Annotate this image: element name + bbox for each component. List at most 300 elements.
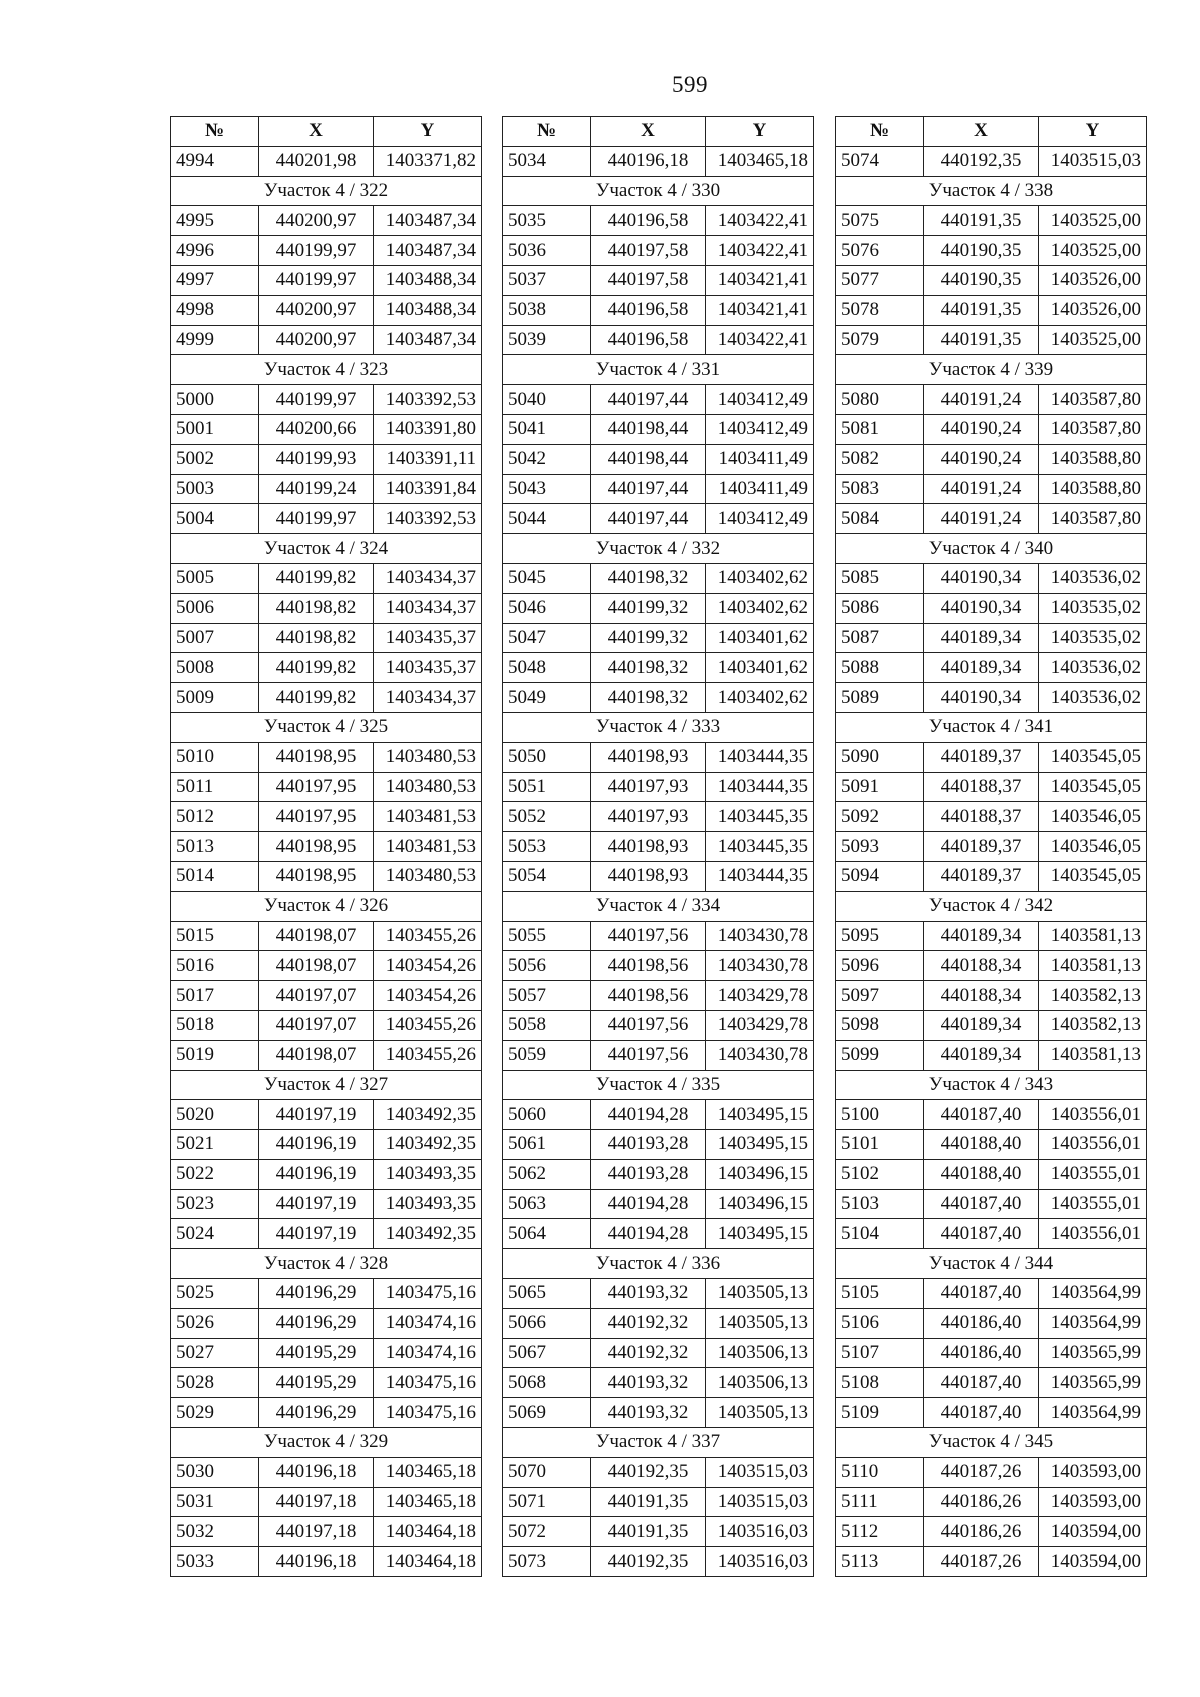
y-coordinate-cell: 1403555,01 <box>1039 1159 1147 1189</box>
section-label: Участок 4 / 334 <box>503 891 814 921</box>
table-row <box>503 832 814 862</box>
table-row <box>171 1010 482 1040</box>
x-coordinate-cell: 440198,32 <box>591 683 706 713</box>
table-row <box>836 1159 1147 1189</box>
y-coordinate-cell: 1403556,01 <box>1039 1100 1147 1130</box>
section-row <box>171 712 482 742</box>
point-number-cell: 5027 <box>171 1338 259 1368</box>
point-number-cell: 5010 <box>171 742 259 772</box>
y-coordinate-cell: 1403434,37 <box>374 683 482 713</box>
point-number-cell: 5017 <box>171 981 259 1011</box>
point-number-cell: 5016 <box>171 951 259 981</box>
y-coordinate-cell: 1403593,00 <box>1039 1457 1147 1487</box>
x-coordinate-cell: 440191,35 <box>924 206 1039 236</box>
point-number-cell: 5090 <box>836 742 924 772</box>
x-coordinate-cell: 440187,40 <box>924 1398 1039 1428</box>
x-coordinate-cell: 440193,32 <box>591 1398 706 1428</box>
x-coordinate-cell: 440191,24 <box>924 385 1039 415</box>
table-row <box>503 295 814 325</box>
y-coordinate-cell: 1403526,00 <box>1039 295 1147 325</box>
x-coordinate-cell: 440198,32 <box>591 563 706 593</box>
table-row <box>503 206 814 236</box>
y-coordinate-cell: 1403421,41 <box>706 265 814 295</box>
y-coordinate-cell: 1403588,80 <box>1039 474 1147 504</box>
y-coordinate-cell: 1403488,34 <box>374 295 482 325</box>
x-coordinate-cell: 440199,82 <box>259 653 374 683</box>
point-number-cell: 5035 <box>503 206 591 236</box>
point-number-cell: 5083 <box>836 474 924 504</box>
table-row <box>171 1338 482 1368</box>
section-label: Участок 4 / 343 <box>836 1070 1147 1100</box>
x-coordinate-cell: 440196,29 <box>259 1279 374 1309</box>
x-coordinate-cell: 440190,35 <box>924 265 1039 295</box>
y-coordinate-cell: 1403475,16 <box>374 1368 482 1398</box>
x-coordinate-cell: 440198,82 <box>259 593 374 623</box>
y-coordinate-cell: 1403465,18 <box>706 146 814 176</box>
table-row <box>171 1487 482 1517</box>
table-row <box>836 325 1147 355</box>
x-coordinate-cell: 440200,97 <box>259 206 374 236</box>
x-coordinate-cell: 440199,97 <box>259 236 374 266</box>
x-coordinate-cell: 440188,37 <box>924 802 1039 832</box>
x-coordinate-cell: 440197,44 <box>591 385 706 415</box>
x-coordinate-cell: 440188,34 <box>924 981 1039 1011</box>
section-label: Участок 4 / 335 <box>503 1070 814 1100</box>
point-number-cell: 5041 <box>503 414 591 444</box>
point-number-cell: 5085 <box>836 563 924 593</box>
point-number-cell: 5022 <box>171 1159 259 1189</box>
x-coordinate-cell: 440191,35 <box>924 325 1039 355</box>
table-row <box>503 742 814 772</box>
x-coordinate-cell: 440199,32 <box>591 593 706 623</box>
table-row <box>171 802 482 832</box>
point-number-cell: 5075 <box>836 206 924 236</box>
y-coordinate-cell: 1403435,37 <box>374 653 482 683</box>
table-header-row <box>171 117 482 147</box>
x-coordinate-cell: 440198,95 <box>259 861 374 891</box>
table-row <box>503 1010 814 1040</box>
header-x: X <box>924 117 1039 147</box>
point-number-cell: 5008 <box>171 653 259 683</box>
point-number-cell: 5062 <box>503 1159 591 1189</box>
x-coordinate-cell: 440198,56 <box>591 981 706 1011</box>
x-coordinate-cell: 440192,35 <box>924 146 1039 176</box>
x-coordinate-cell: 440191,24 <box>924 474 1039 504</box>
y-coordinate-cell: 1403535,02 <box>1039 593 1147 623</box>
x-coordinate-cell: 440190,34 <box>924 563 1039 593</box>
y-coordinate-cell: 1403495,15 <box>706 1130 814 1160</box>
point-number-cell: 5001 <box>171 414 259 444</box>
table-row <box>503 146 814 176</box>
header-y: Y <box>1039 117 1147 147</box>
table-row <box>171 1219 482 1249</box>
x-coordinate-cell: 440191,35 <box>591 1487 706 1517</box>
x-coordinate-cell: 440186,26 <box>924 1487 1039 1517</box>
x-coordinate-cell: 440187,26 <box>924 1547 1039 1577</box>
section-row <box>836 712 1147 742</box>
point-number-cell: 5103 <box>836 1189 924 1219</box>
table-row <box>171 951 482 981</box>
y-coordinate-cell: 1403475,16 <box>374 1398 482 1428</box>
section-row <box>503 176 814 206</box>
x-coordinate-cell: 440199,82 <box>259 683 374 713</box>
coordinates-table-1 <box>170 116 482 1577</box>
table-row <box>836 802 1147 832</box>
x-coordinate-cell: 440192,35 <box>591 1457 706 1487</box>
section-row <box>171 355 482 385</box>
point-number-cell: 5111 <box>836 1487 924 1517</box>
section-row <box>171 891 482 921</box>
header-number: № <box>503 117 591 147</box>
section-label: Участок 4 / 344 <box>836 1249 1147 1279</box>
table-row <box>836 1398 1147 1428</box>
section-label: Участок 4 / 326 <box>171 891 482 921</box>
y-coordinate-cell: 1403581,13 <box>1039 1040 1147 1070</box>
header-number: № <box>171 117 259 147</box>
x-coordinate-cell: 440198,44 <box>591 414 706 444</box>
y-coordinate-cell: 1403565,99 <box>1039 1368 1147 1398</box>
table-row <box>503 325 814 355</box>
x-coordinate-cell: 440196,58 <box>591 206 706 236</box>
x-coordinate-cell: 440197,95 <box>259 772 374 802</box>
x-coordinate-cell: 440189,34 <box>924 1040 1039 1070</box>
x-coordinate-cell: 440186,40 <box>924 1338 1039 1368</box>
point-number-cell: 5007 <box>171 623 259 653</box>
y-coordinate-cell: 1403505,13 <box>706 1308 814 1338</box>
point-number-cell: 5032 <box>171 1517 259 1547</box>
x-coordinate-cell: 440199,93 <box>259 444 374 474</box>
x-coordinate-cell: 440199,24 <box>259 474 374 504</box>
point-number-cell: 5059 <box>503 1040 591 1070</box>
page-number: 599 <box>672 72 708 97</box>
x-coordinate-cell: 440193,28 <box>591 1130 706 1160</box>
point-number-cell: 5006 <box>171 593 259 623</box>
table-row <box>503 1189 814 1219</box>
table-row <box>503 1398 814 1428</box>
y-coordinate-cell: 1403429,78 <box>706 1010 814 1040</box>
table-row <box>171 444 482 474</box>
x-coordinate-cell: 440199,97 <box>259 504 374 534</box>
table-header-row <box>836 117 1147 147</box>
y-coordinate-cell: 1403525,00 <box>1039 236 1147 266</box>
x-coordinate-cell: 440197,58 <box>591 236 706 266</box>
point-number-cell: 5101 <box>836 1130 924 1160</box>
table-row <box>503 623 814 653</box>
y-coordinate-cell: 1403587,80 <box>1039 414 1147 444</box>
y-coordinate-cell: 1403422,41 <box>706 236 814 266</box>
point-number-cell: 5099 <box>836 1040 924 1070</box>
table-row <box>836 1308 1147 1338</box>
point-number-cell: 5012 <box>171 802 259 832</box>
point-number-cell: 5069 <box>503 1398 591 1428</box>
point-number-cell: 5014 <box>171 861 259 891</box>
y-coordinate-cell: 1403545,05 <box>1039 861 1147 891</box>
point-number-cell: 5000 <box>171 385 259 415</box>
x-coordinate-cell: 440189,37 <box>924 832 1039 862</box>
x-coordinate-cell: 440190,24 <box>924 414 1039 444</box>
table-row <box>171 325 482 355</box>
table-row <box>836 772 1147 802</box>
point-number-cell: 5071 <box>503 1487 591 1517</box>
table-row <box>171 1279 482 1309</box>
table-row <box>503 1279 814 1309</box>
x-coordinate-cell: 440197,19 <box>259 1100 374 1130</box>
header-y: Y <box>706 117 814 147</box>
y-coordinate-cell: 1403422,41 <box>706 206 814 236</box>
point-number-cell: 5086 <box>836 593 924 623</box>
table-row <box>836 414 1147 444</box>
y-coordinate-cell: 1403516,03 <box>706 1547 814 1577</box>
y-coordinate-cell: 1403444,35 <box>706 772 814 802</box>
point-number-cell: 5088 <box>836 653 924 683</box>
table-row <box>503 236 814 266</box>
point-number-cell: 5098 <box>836 1010 924 1040</box>
point-number-cell: 5094 <box>836 861 924 891</box>
section-row <box>836 1428 1147 1458</box>
coordinates-table-3 <box>835 116 1147 1577</box>
y-coordinate-cell: 1403429,78 <box>706 981 814 1011</box>
table-row <box>171 742 482 772</box>
table-row <box>171 832 482 862</box>
table-row <box>171 1517 482 1547</box>
point-number-cell: 5089 <box>836 683 924 713</box>
table-row <box>171 623 482 653</box>
table-row <box>836 593 1147 623</box>
y-coordinate-cell: 1403496,15 <box>706 1189 814 1219</box>
table-row <box>836 683 1147 713</box>
y-coordinate-cell: 1403444,35 <box>706 742 814 772</box>
point-number-cell: 5105 <box>836 1279 924 1309</box>
y-coordinate-cell: 1403454,26 <box>374 951 482 981</box>
y-coordinate-cell: 1403515,03 <box>1039 146 1147 176</box>
point-number-cell: 5110 <box>836 1457 924 1487</box>
point-number-cell: 5087 <box>836 623 924 653</box>
table-row <box>836 1338 1147 1368</box>
point-number-cell: 5068 <box>503 1368 591 1398</box>
y-coordinate-cell: 1403545,05 <box>1039 772 1147 802</box>
x-coordinate-cell: 440195,29 <box>259 1368 374 1398</box>
x-coordinate-cell: 440190,34 <box>924 593 1039 623</box>
y-coordinate-cell: 1403474,16 <box>374 1338 482 1368</box>
y-coordinate-cell: 1403496,15 <box>706 1159 814 1189</box>
y-coordinate-cell: 1403564,99 <box>1039 1398 1147 1428</box>
section-row <box>171 1070 482 1100</box>
y-coordinate-cell: 1403536,02 <box>1039 563 1147 593</box>
y-coordinate-cell: 1403536,02 <box>1039 653 1147 683</box>
y-coordinate-cell: 1403556,01 <box>1039 1130 1147 1160</box>
x-coordinate-cell: 440197,93 <box>591 802 706 832</box>
section-label: Участок 4 / 340 <box>836 534 1147 564</box>
y-coordinate-cell: 1403581,13 <box>1039 951 1147 981</box>
x-coordinate-cell: 440193,28 <box>591 1159 706 1189</box>
x-coordinate-cell: 440188,34 <box>924 951 1039 981</box>
x-coordinate-cell: 440187,40 <box>924 1100 1039 1130</box>
point-number-cell: 5003 <box>171 474 259 504</box>
point-number-cell: 5011 <box>171 772 259 802</box>
table-row <box>503 981 814 1011</box>
point-number-cell: 5019 <box>171 1040 259 1070</box>
y-coordinate-cell: 1403481,53 <box>374 832 482 862</box>
point-number-cell: 5073 <box>503 1547 591 1577</box>
section-label: Участок 4 / 329 <box>171 1428 482 1458</box>
table-row <box>171 236 482 266</box>
table-header-row <box>503 117 814 147</box>
point-number-cell: 5057 <box>503 981 591 1011</box>
point-number-cell: 4998 <box>171 295 259 325</box>
table-row <box>503 414 814 444</box>
point-number-cell: 5081 <box>836 414 924 444</box>
table-row <box>171 653 482 683</box>
y-coordinate-cell: 1403391,11 <box>374 444 482 474</box>
table-row <box>503 921 814 951</box>
point-number-cell: 5064 <box>503 1219 591 1249</box>
x-coordinate-cell: 440190,35 <box>924 236 1039 266</box>
x-coordinate-cell: 440200,97 <box>259 295 374 325</box>
y-coordinate-cell: 1403515,03 <box>706 1457 814 1487</box>
table-row <box>171 1100 482 1130</box>
table-row <box>503 1219 814 1249</box>
table-row <box>503 772 814 802</box>
point-number-cell: 5078 <box>836 295 924 325</box>
table-row <box>836 295 1147 325</box>
x-coordinate-cell: 440198,95 <box>259 742 374 772</box>
y-coordinate-cell: 1403411,49 <box>706 444 814 474</box>
table-row <box>836 1100 1147 1130</box>
table-row <box>503 653 814 683</box>
x-coordinate-cell: 440187,40 <box>924 1189 1039 1219</box>
point-number-cell: 5093 <box>836 832 924 862</box>
section-row <box>171 1428 482 1458</box>
table-row <box>171 1159 482 1189</box>
x-coordinate-cell: 440201,98 <box>259 146 374 176</box>
table-row <box>503 1100 814 1130</box>
x-coordinate-cell: 440186,40 <box>924 1308 1039 1338</box>
table-row <box>171 146 482 176</box>
x-coordinate-cell: 440189,34 <box>924 921 1039 951</box>
y-coordinate-cell: 1403587,80 <box>1039 385 1147 415</box>
x-coordinate-cell: 440188,37 <box>924 772 1039 802</box>
y-coordinate-cell: 1403516,03 <box>706 1517 814 1547</box>
x-coordinate-cell: 440197,93 <box>591 772 706 802</box>
y-coordinate-cell: 1403481,53 <box>374 802 482 832</box>
table-row <box>171 414 482 444</box>
point-number-cell: 5109 <box>836 1398 924 1428</box>
table-row <box>503 444 814 474</box>
y-coordinate-cell: 1403455,26 <box>374 1010 482 1040</box>
table-row <box>503 1040 814 1070</box>
y-coordinate-cell: 1403411,49 <box>706 474 814 504</box>
x-coordinate-cell: 440192,35 <box>591 1547 706 1577</box>
y-coordinate-cell: 1403525,00 <box>1039 206 1147 236</box>
x-coordinate-cell: 440198,44 <box>591 444 706 474</box>
point-number-cell: 5015 <box>171 921 259 951</box>
x-coordinate-cell: 440193,32 <box>591 1368 706 1398</box>
table-row <box>171 385 482 415</box>
table-row <box>503 802 814 832</box>
table-row <box>503 1130 814 1160</box>
y-coordinate-cell: 1403392,53 <box>374 385 482 415</box>
table-row <box>836 146 1147 176</box>
point-number-cell: 5112 <box>836 1517 924 1547</box>
point-number-cell: 5082 <box>836 444 924 474</box>
point-number-cell: 5091 <box>836 772 924 802</box>
x-coordinate-cell: 440188,40 <box>924 1159 1039 1189</box>
section-label: Участок 4 / 338 <box>836 176 1147 206</box>
y-coordinate-cell: 1403480,53 <box>374 861 482 891</box>
point-number-cell: 5072 <box>503 1517 591 1547</box>
x-coordinate-cell: 440197,56 <box>591 921 706 951</box>
point-number-cell: 5025 <box>171 1279 259 1309</box>
table-row <box>836 265 1147 295</box>
section-row <box>836 176 1147 206</box>
point-number-cell: 5009 <box>171 683 259 713</box>
point-number-cell: 5021 <box>171 1130 259 1160</box>
section-row <box>836 534 1147 564</box>
point-number-cell: 5100 <box>836 1100 924 1130</box>
x-coordinate-cell: 440196,58 <box>591 325 706 355</box>
point-number-cell: 5036 <box>503 236 591 266</box>
y-coordinate-cell: 1403487,34 <box>374 206 482 236</box>
table-row <box>836 444 1147 474</box>
table-row <box>171 921 482 951</box>
table-row <box>836 921 1147 951</box>
point-number-cell: 5034 <box>503 146 591 176</box>
y-coordinate-cell: 1403402,62 <box>706 683 814 713</box>
x-coordinate-cell: 440189,34 <box>924 653 1039 683</box>
point-number-cell: 5065 <box>503 1279 591 1309</box>
y-coordinate-cell: 1403556,01 <box>1039 1219 1147 1249</box>
table-row <box>836 1040 1147 1070</box>
table-row <box>503 385 814 415</box>
section-row <box>503 891 814 921</box>
table-row <box>171 861 482 891</box>
point-number-cell: 5097 <box>836 981 924 1011</box>
point-number-cell: 5020 <box>171 1100 259 1130</box>
x-coordinate-cell: 440197,56 <box>591 1040 706 1070</box>
section-label: Участок 4 / 330 <box>503 176 814 206</box>
y-coordinate-cell: 1403487,34 <box>374 325 482 355</box>
section-row <box>503 1070 814 1100</box>
x-coordinate-cell: 440198,32 <box>591 653 706 683</box>
point-number-cell: 5031 <box>171 1487 259 1517</box>
point-number-cell: 5049 <box>503 683 591 713</box>
table-row <box>171 206 482 236</box>
x-coordinate-cell: 440199,97 <box>259 265 374 295</box>
y-coordinate-cell: 1403455,26 <box>374 921 482 951</box>
x-coordinate-cell: 440197,19 <box>259 1189 374 1219</box>
table-row <box>171 1308 482 1338</box>
table-row <box>836 1457 1147 1487</box>
table-row <box>171 1189 482 1219</box>
x-coordinate-cell: 440194,28 <box>591 1219 706 1249</box>
y-coordinate-cell: 1403430,78 <box>706 1040 814 1070</box>
table-row <box>836 236 1147 266</box>
x-coordinate-cell: 440187,40 <box>924 1219 1039 1249</box>
x-coordinate-cell: 440197,58 <box>591 265 706 295</box>
table-row <box>503 1338 814 1368</box>
table-row <box>503 1517 814 1547</box>
y-coordinate-cell: 1403412,49 <box>706 385 814 415</box>
table-row <box>836 1130 1147 1160</box>
section-label: Участок 4 / 345 <box>836 1428 1147 1458</box>
y-coordinate-cell: 1403506,13 <box>706 1368 814 1398</box>
coordinates-table-2 <box>502 116 814 1577</box>
x-coordinate-cell: 440198,07 <box>259 951 374 981</box>
section-row <box>503 355 814 385</box>
section-row <box>836 355 1147 385</box>
x-coordinate-cell: 440200,97 <box>259 325 374 355</box>
point-number-cell: 5076 <box>836 236 924 266</box>
